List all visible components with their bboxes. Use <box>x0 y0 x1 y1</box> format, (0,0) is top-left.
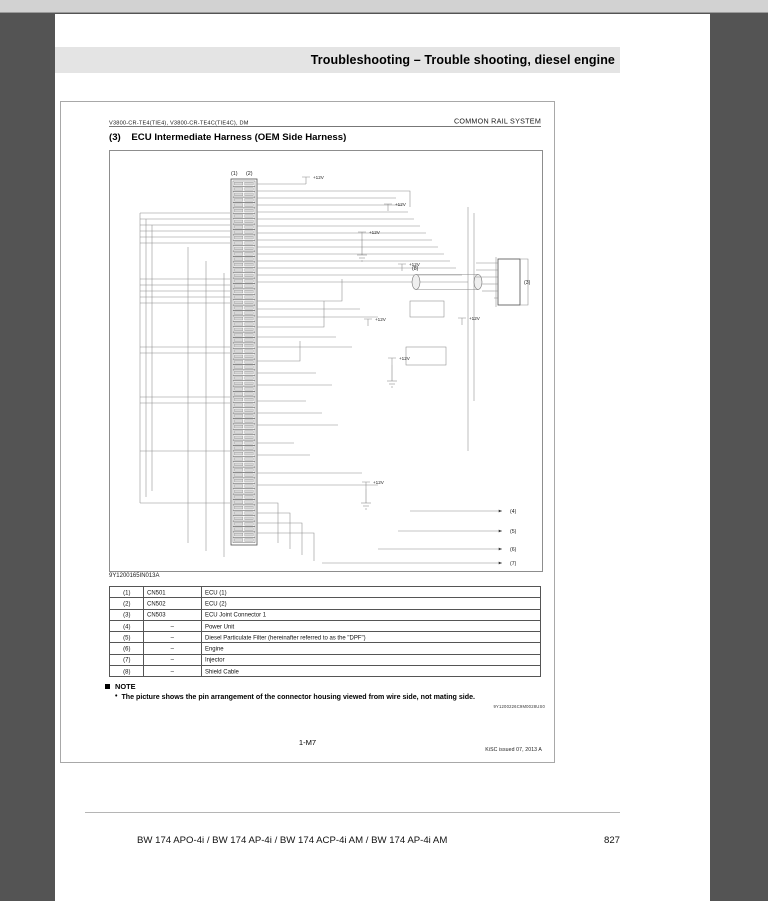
voltage-label: +12V <box>399 356 410 361</box>
legend-desc: Engine <box>205 645 224 652</box>
footer-page-number: 827 <box>603 835 620 846</box>
legend-ref: (1) <box>122 588 131 596</box>
wiring-diagram <box>109 150 543 572</box>
viewer-toolbar-strip <box>0 0 768 13</box>
note-body <box>105 693 545 701</box>
wiring-diagram-svg <box>110 151 542 571</box>
note-text: The picture shows the pin arrangement of the connector housing viewed from wire side, not mating side. <box>121 693 476 701</box>
note-heading <box>105 682 545 691</box>
voltage-label: +12V <box>369 230 380 235</box>
note-heading-label: NOTE <box>115 682 136 691</box>
legend-code: – <box>170 667 175 675</box>
legend-code: – <box>170 622 175 630</box>
callout-8: (8) <box>412 266 419 272</box>
voltage-label: +12V <box>313 175 324 180</box>
section-heading <box>109 132 346 143</box>
voltage-label: +12V <box>373 480 384 485</box>
issue-stamp: KiSC issued 07, 2013 A <box>485 747 542 753</box>
voltage-label: +12V <box>395 202 406 207</box>
document-reference-code: 9Y1200226C9M0028US0 <box>493 704 545 709</box>
callout-7: (7) <box>510 561 517 567</box>
legend-desc: ECU Joint Connector 1 <box>205 611 267 618</box>
callout-1: (1) <box>231 171 238 177</box>
table-row <box>110 587 541 598</box>
legend-ref: (6) <box>122 645 131 652</box>
running-head-banner <box>55 47 620 73</box>
legend-table <box>109 586 541 677</box>
callout-3: (3) <box>524 280 531 286</box>
legend-desc: ECU (1) <box>205 588 227 596</box>
manual-page-label: 1-M7 <box>298 738 317 747</box>
legend-ref: (3) <box>122 611 131 618</box>
section-title-text: ECU Intermediate Harness (OEM Side Harness) <box>131 132 347 143</box>
callout-4: (4) <box>510 509 517 515</box>
table-row <box>110 598 541 609</box>
table-row <box>110 643 541 654</box>
voltage-label: +12V <box>375 317 386 322</box>
legend-code: – <box>170 645 175 652</box>
legend-ref: (2) <box>122 600 131 607</box>
voltage-label: +12V <box>409 262 420 267</box>
table-row <box>110 620 541 631</box>
manual-page-frame <box>60 101 555 763</box>
section-number: (3) <box>109 132 121 143</box>
table-row <box>110 666 541 677</box>
table-row <box>110 609 541 620</box>
legend-code: – <box>170 634 175 641</box>
legend-ref: (5) <box>122 634 131 641</box>
legend-code: CN502 <box>147 600 166 607</box>
engine-model-line: V3800-CR-TE4(TIE4), V3800-CR-TE4C(TIE4C), DM <box>109 119 249 126</box>
bullet-icon: • <box>115 693 118 700</box>
legend-desc: Power Unit <box>205 622 235 630</box>
callout-5: (5) <box>510 529 517 535</box>
legend-desc: ECU (2) <box>205 600 227 607</box>
legend-ref: (7) <box>122 656 131 664</box>
manual-page-header <box>109 114 541 127</box>
legend-desc: Injector <box>205 656 225 664</box>
legend-code: CN503 <box>147 611 166 618</box>
note-block <box>105 682 545 709</box>
legend-ref: (4) <box>122 622 131 630</box>
callout-2: (2) <box>246 171 253 177</box>
callout-6: (6) <box>510 547 517 553</box>
figure-id: 9Y1200165IN013A <box>109 572 160 579</box>
book-footer <box>85 812 620 846</box>
table-row <box>110 632 541 643</box>
voltage-label: +12V <box>469 316 480 321</box>
note-square-icon <box>105 684 110 689</box>
running-head-title: Troubleshooting – Trouble shooting, diesel engine <box>310 53 615 67</box>
legend-desc: Diesel Particulate Filter (hereinafter referred to as the "DPF") <box>205 634 366 641</box>
table-row <box>110 654 541 665</box>
legend-code: CN501 <box>147 588 166 596</box>
legend-ref: (8) <box>122 667 131 675</box>
system-name-label: COMMON RAIL SYSTEM <box>453 118 541 126</box>
footer-model-list: BW 174 APO-4i / BW 174 AP-4i / BW 174 ACP-4i AM / BW 174 AP-4i AM <box>137 835 448 846</box>
legend-desc: Shield Cable <box>205 667 239 675</box>
legend-code: – <box>170 656 175 664</box>
